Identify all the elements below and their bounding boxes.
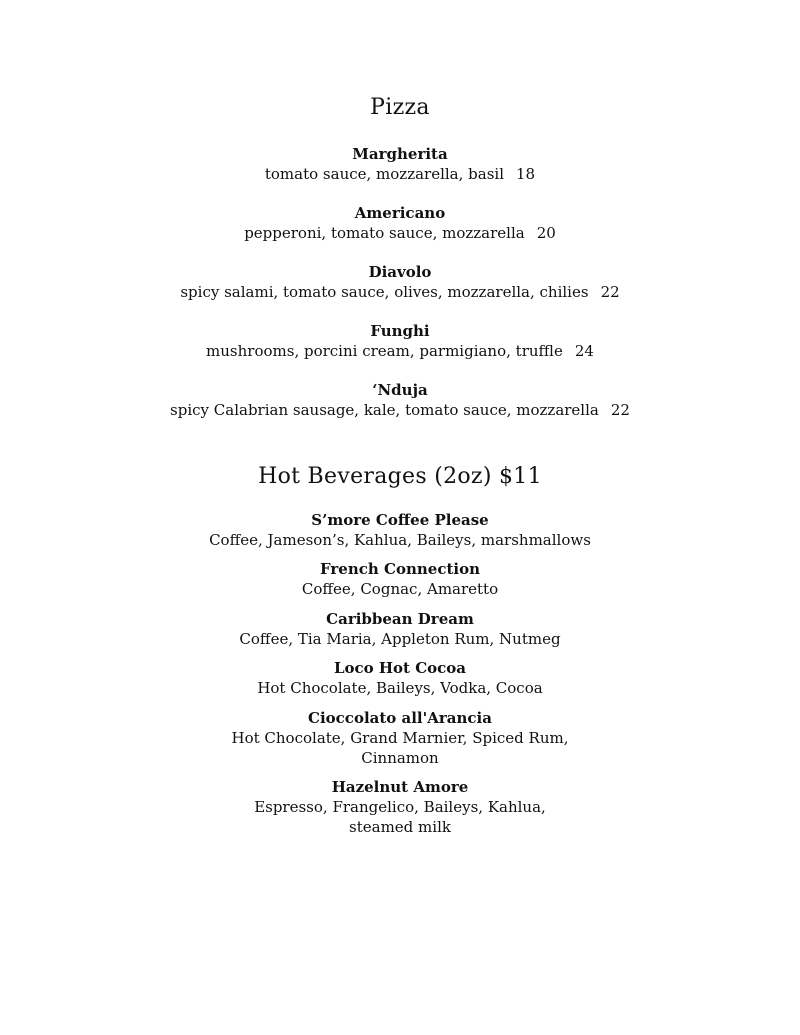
beverage-item-name: Loco Hot Cocoa <box>333 659 467 677</box>
menu-item-name: ‘Nduja <box>372 381 428 399</box>
menu-item-name: Americano <box>354 204 446 222</box>
menu-item <box>0 144 800 184</box>
pizza-section-title: Pizza <box>370 95 430 120</box>
beverage-item-name: Hazelnut Amore <box>331 778 469 796</box>
beverage-item-description: Espresso, Frangelico, Baileys, Kahlua, steamed milk <box>254 798 546 836</box>
menu-item-price: 22 <box>610 401 630 419</box>
menu-item-name: Margherita <box>352 145 448 163</box>
beverage-item-description: Hot Chocolate, Grand Marnier, Spiced Rum, Cinnamon <box>231 729 569 767</box>
menu-item <box>0 262 800 302</box>
beverage-item-description: Coffee, Jameson’s, Kahlua, Baileys, marshmallows <box>209 531 591 549</box>
beverage-item <box>0 777 800 837</box>
beverage-item-description: Coffee, Tia Maria, Appleton Rum, Nutmeg <box>239 630 561 648</box>
beverage-item <box>0 609 800 649</box>
beverage-item-name: French Connection <box>320 560 480 578</box>
beverage-item-name: Caribbean Dream <box>326 610 474 628</box>
menu-item-name: Funghi <box>370 322 430 340</box>
menu-item <box>0 380 800 420</box>
menu-item-description: spicy Calabrian sausage, kale, tomato sauce, mozzarella <box>170 401 599 419</box>
menu-item-price: 18 <box>516 165 536 183</box>
beverage-item-description: Coffee, Cognac, Amaretto <box>301 580 499 598</box>
menu-item-price: 20 <box>536 224 556 242</box>
menu-item-name: Diavolo <box>368 263 432 281</box>
beverages-section-title: Hot Beverages (2oz) $11 <box>258 464 542 489</box>
beverage-item <box>0 708 800 768</box>
menu-item-price: 24 <box>574 342 594 360</box>
beverage-item-name: S’more Coffee Please <box>311 511 489 529</box>
menu-item-description: spicy salami, tomato sauce, olives, mozzarella, chilies <box>180 283 589 301</box>
beverage-item-name: Cioccolato all'Arancia <box>308 709 492 727</box>
menu-item-description: tomato sauce, mozzarella, basil <box>264 165 505 183</box>
menu-item-description: pepperoni, tomato sauce, mozzarella <box>244 224 525 242</box>
menu-item-price: 22 <box>600 283 620 301</box>
menu-item-description: mushrooms, porcini cream, parmigiano, truffle <box>206 342 563 360</box>
beverage-item <box>0 559 800 599</box>
menu-item <box>0 203 800 243</box>
beverage-item <box>0 510 800 550</box>
menu-item <box>0 321 800 361</box>
beverage-item-description: Hot Chocolate, Baileys, Vodka, Cocoa <box>257 679 543 697</box>
beverage-item <box>0 658 800 698</box>
